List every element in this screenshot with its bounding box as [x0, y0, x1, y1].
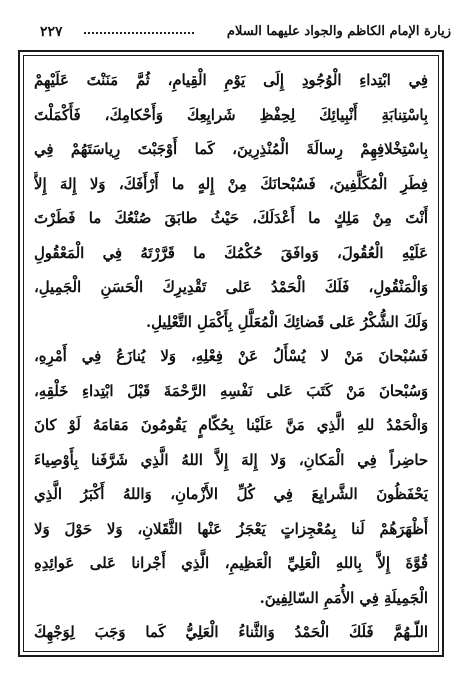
- text-line: وَسُبْحانَ مَنْ كَتَبَ عَلى نَفْسِهِ الرَّحْمَةَ قَبْلَ ابْتِداءِ خَلْقِهِ،: [34, 382, 428, 400]
- text-line: حاضِراً فِي الْمَكانِ، وَلا إِلهَ إِلاَّ اللهُ الَّذِي شَرَّفَنا بِأَوْصِياءَ: [34, 451, 428, 469]
- text-line: فِطَرِ الْمُكَلَّفِينَ، فَسُبْحانَكَ مِنْ إِلهٍ ما أَرْأَفَكَ، وَلا إِلهَ إِلاَّ: [34, 175, 428, 193]
- text-line: وَالْحَمْدُ للهِ الَّذِي مَنَّ عَلَيْنا بِحُكّامٍ يَقُومُونَ مَقامَهُ لَوْ كانَ: [34, 417, 428, 434]
- running-title: زيارة الإمام الكاظم والجواد عليهما السلام: [226, 24, 451, 39]
- text-frame: [18, 50, 444, 657]
- text-line: بِاسْتِخْلافِهِمْ رِسالَةَ الْمُنْذِرِينَ، كَما أَوْجَبْتَ رِياسَتَهُمْ فِي: [34, 141, 428, 158]
- prayer-text: [34, 64, 428, 651]
- text-line: فِي ابْتِداءِ الْوُجُودِ إِلَى يَوْمِ الْقِيامِ، ثُمَّ مَنَنْتَ عَلَيْهِمْ: [34, 72, 428, 89]
- page-header: [18, 22, 451, 44]
- text-line: اللّـهُمَّ فَلَكَ الْحَمْدُ وَالثَّناءُ الْعَلِيُّ كَما وَجَبَ لِوَجْهِكَ: [34, 624, 428, 641]
- text-line: أَظْهَرَهُمْ لَنا بِمُعْجِزاتٍ يَعْجَزُ عَنْها الثَّقَلانِ، وَلا حَوْلَ وَلا: [34, 520, 428, 538]
- text-line: يَحْفَظُونَ الشَّرايِعَ فِي كُلِّ الأَزْمانِ، وَاللهُ أَكْبَرُ الَّذِي: [34, 486, 428, 503]
- page-number: ٢٢٧: [40, 24, 63, 40]
- text-line: بِاسْتِنابَةِ أَنْبِيائِكَ لِحِفْظِ شَرايِعِكَ وَأَحْكامِكَ، فَأَكْمَلْتَ: [34, 106, 428, 124]
- text-line: فَسُبْحانَ مَنْ لا يُسْأَلُ عَنْ فِعْلِهِ، وَلا يُنازَعُ فِي أَمْرِهِ،: [34, 348, 428, 365]
- text-line: عَلَيْهِ الْعُقُولَ، وَوافَقَ حُكْمُكَ ما قَرَّرْتَهُ فِي الْمَعْقُولِ: [34, 244, 428, 262]
- text-line: قُوَّةَ إِلاَّ بِاللهِ الْعَلِيِّ الْعَظِيمِ، الَّذِي أَجْرانا عَلى عَوائِدِهِ: [34, 555, 428, 572]
- text-line: أَنْتَ مِنْ مَلِكٍ ما أَعْدَلَكَ، حَيْثُ طابَقَ صُنْعُكَ ما فَطَرْتَ: [34, 210, 428, 227]
- text-line: وَلَكَ الشُّكْرُ عَلى قَضائِكَ الْمُعَلَّلِ بِأَكْمَلِ التَّعْلِيلِ.: [145, 313, 428, 331]
- text-line: وَالْمَنْقُولِ، فَلَكَ الْحَمْدُ عَلى تَقْدِيرِكَ الْحَسَنِ الْجَمِيلِ،: [34, 279, 428, 296]
- text-line: الْجَمِيلَةِ فِي الأُمَمِ السّالِفِينَ.: [259, 589, 428, 607]
- leader-dots: [84, 32, 194, 34]
